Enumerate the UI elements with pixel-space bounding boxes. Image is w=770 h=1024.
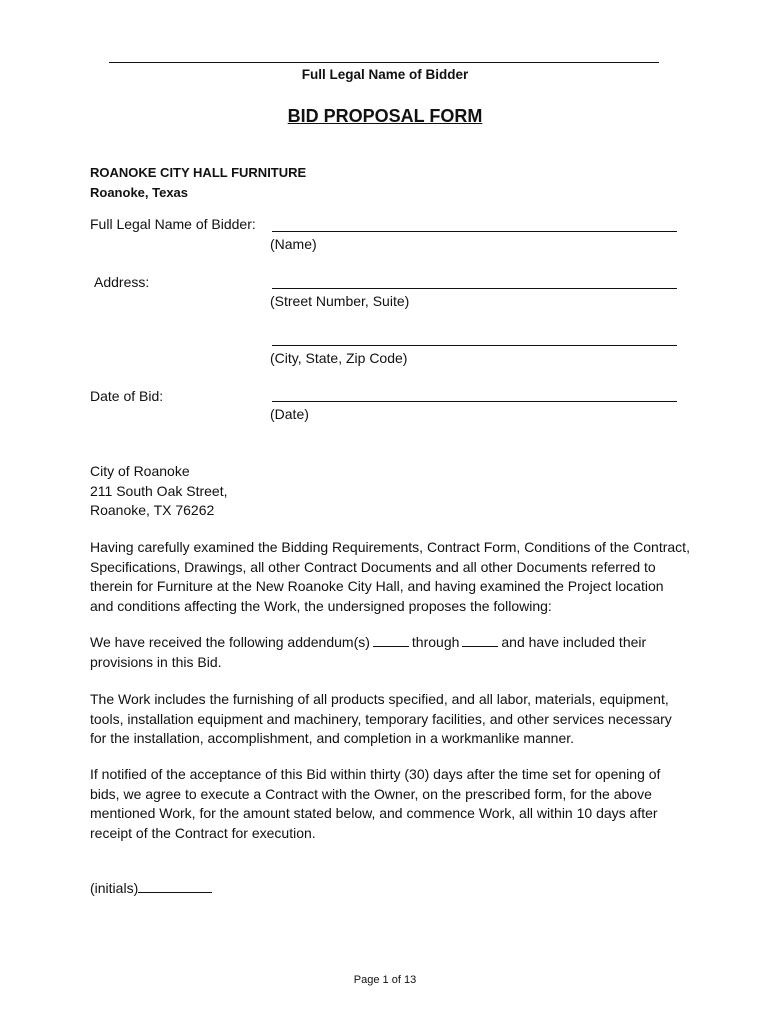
page-title: BID PROPOSAL FORM bbox=[287, 106, 483, 126]
initials-label: (initials) bbox=[90, 880, 139, 896]
recipient-address bbox=[90, 462, 228, 521]
addendum-from-field[interactable] bbox=[373, 633, 409, 647]
recipient-line-3: Roanoke, TX 76262 bbox=[90, 502, 215, 518]
project-heading bbox=[90, 163, 306, 203]
addenda-prefix: We have received the following addendum(s) bbox=[90, 634, 370, 650]
recipient-line-1: City of Roanoke bbox=[90, 463, 190, 479]
bidder-name-signature-line bbox=[109, 62, 659, 63]
city-caption: (City, State, Zip Code) bbox=[270, 350, 408, 366]
initials-block bbox=[90, 878, 212, 896]
street-address-field[interactable] bbox=[272, 288, 677, 289]
bidder-name-label: Full Legal Name of Bidder: bbox=[90, 216, 256, 232]
project-name: ROANOKE CITY HALL FURNITURE bbox=[90, 165, 307, 180]
bidder-name-field[interactable] bbox=[272, 231, 677, 232]
paragraph-addenda bbox=[90, 633, 690, 672]
date-caption: (Date) bbox=[270, 406, 309, 422]
address-label: Address: bbox=[94, 274, 150, 290]
name-caption: (Name) bbox=[270, 236, 317, 252]
page-number: Page 1 of 13 bbox=[353, 974, 417, 986]
initials-field[interactable] bbox=[138, 878, 212, 893]
paragraph-examination: Having carefully examined the Bidding Requirements, Contract Form, Conditions of the Contract, Specifications, Drawings, all other Contract Documents and all other Documents referred to therein for Furniture at the New Roanoke City Hall, and having examined the Project location and conditions affecting the Work, the undersigned proposes the following: bbox=[90, 539, 690, 614]
addenda-middle: through bbox=[411, 634, 460, 650]
city-state-zip-field[interactable] bbox=[272, 345, 677, 346]
paragraph-work-scope: The Work includes the furnishing of all products specified, and all labor, materials, equipment, tools, installation equipment and machinery, temporary facilities, and other services necessary for the installation, accomplishment, and completion in a workmanlike manner. bbox=[90, 691, 672, 746]
date-field[interactable] bbox=[272, 401, 677, 402]
date-label: Date of Bid: bbox=[90, 388, 164, 404]
project-location: Roanoke, Texas bbox=[90, 185, 189, 200]
bidder-name-caption: Full Legal Name of Bidder bbox=[301, 67, 469, 82]
paragraph-acceptance: If notified of the acceptance of this Bid within thirty (30) days after the time set for opening of bids, we agree to execute a Contract with the Owner, on the prescribed form, for the above mentioned Work, for the amount stated below, and commence Work, all within 10 days after receipt of the Contract for execution. bbox=[90, 766, 661, 841]
recipient-line-2: 211 South Oak Street, bbox=[90, 482, 228, 499]
addenda-suffix: and have included their provisions in this Bid. bbox=[90, 634, 647, 670]
street-caption: (Street Number, Suite) bbox=[270, 293, 410, 309]
addendum-to-field[interactable] bbox=[462, 633, 498, 647]
